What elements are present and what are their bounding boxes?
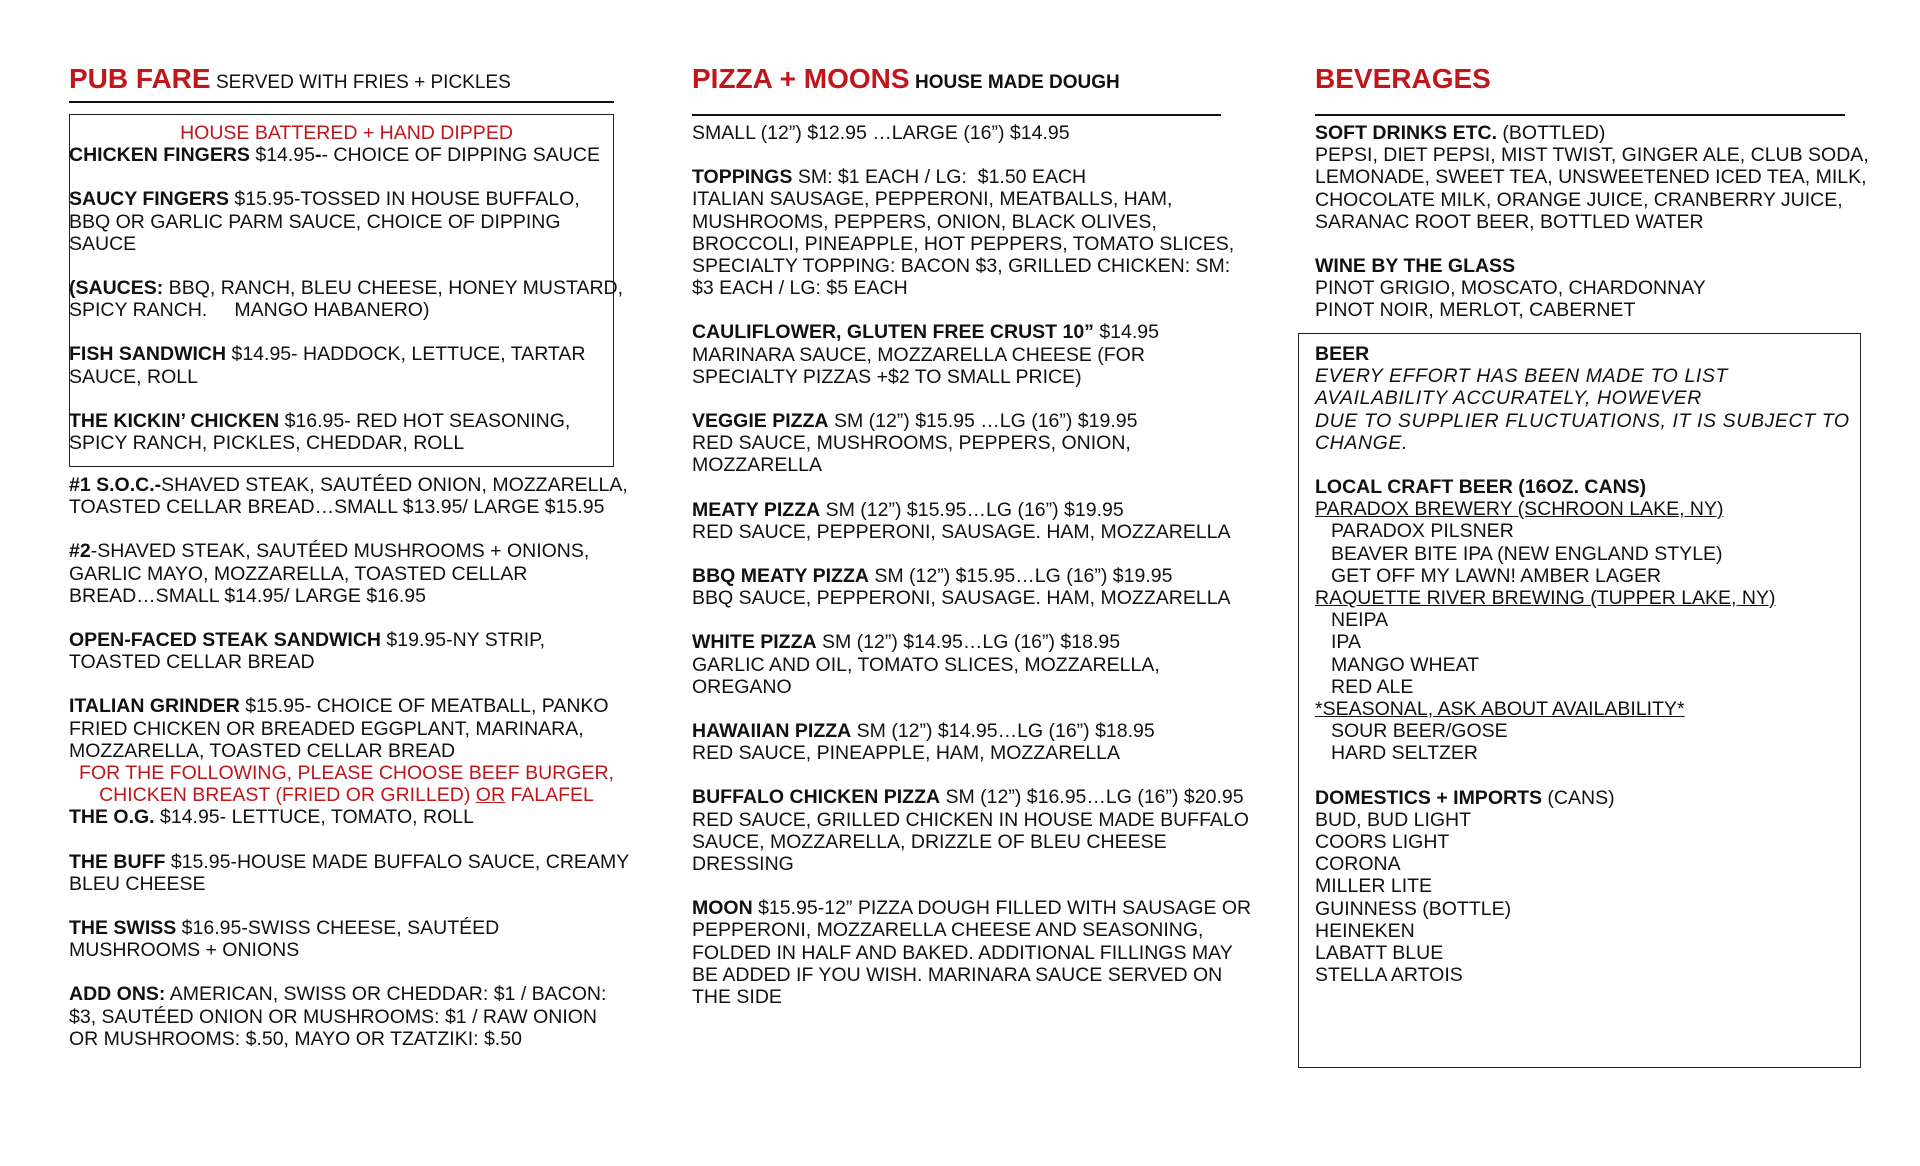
beer-item: GUINNESS (BOTTLE) (1315, 897, 1512, 920)
item-desc: AMERICAN, SWISS OR CHEDDAR: $1 / BACON: (165, 983, 607, 1006)
item-price: SM (12”) $14.95…LG (16”) $18.95 (851, 720, 1155, 743)
item-desc: $19.95-NY STRIP, (381, 629, 546, 652)
pub-fare-subtitle: SERVED WITH FRIES + PICKLES (216, 72, 511, 93)
item-desc: $14.95- LETTUCE, TOMATO, ROLL (154, 806, 474, 829)
menu-item-the-swiss (69, 917, 649, 939)
item-desc-line: $3 EACH / LG: $5 EACH (692, 277, 908, 300)
item-desc-line: SPICY RANCH, PICKLES, CHEDDAR, ROLL (69, 432, 465, 455)
beer-note: DUE TO SUPPLIER FLUCTUATIONS, IT IS SUBJECT TO (1315, 409, 1850, 432)
item-name: THE SWISS (69, 917, 177, 940)
item-desc: $14.95- HADDOCK, LETTUCE, TARTAR (226, 343, 586, 366)
item-desc-line: OR MUSHROOMS: $.50, MAYO OR TZATZIKI: $.50 (69, 1027, 522, 1050)
menu-item-moon (692, 897, 1272, 919)
item-name: TOPPINGS (692, 166, 793, 189)
domestics-imports-heading: DOMESTICS + IMPORTS (CANS) (1315, 786, 1615, 809)
menu-item-italian-grinder (69, 695, 649, 717)
sauces-line: BBQ, RANCH, BLEU CHEESE, HONEY MUSTARD, (163, 277, 624, 300)
item-desc-line: RED SAUCE, MUSHROOMS, PEPPERS, ONION, (692, 432, 1131, 455)
item-desc-line: BBQ OR GARLIC PARM SAUCE, CHOICE OF DIPPING (69, 210, 561, 233)
beer-item: NEIPA (1331, 609, 1389, 632)
item-desc: $15.95- CHOICE OF MEATBALL, PANKO (239, 695, 609, 718)
item-desc-line: BE ADDED IF YOU WISH. MARINARA SAUCE SERVED ON (692, 963, 1223, 986)
item-desc-line: BLEU CHEESE (69, 872, 206, 895)
soft-drinks (1315, 122, 1905, 144)
choose-protein-note-2: CHICKEN BREAST (FRIED OR GRILLED) OR FALAFEL (99, 784, 594, 807)
item-desc: $16.95- RED HOT SEASONING, (279, 409, 571, 432)
item-desc-line: OREGANO (692, 675, 792, 698)
item-name: ITALIAN GRINDER (69, 695, 240, 718)
item-price: SM: $1 EACH / LG: $1.50 EACH (792, 166, 1087, 189)
item-desc-line: MUSHROOMS, PEPPERS, ONION, BLACK OLIVES, (692, 210, 1157, 233)
menu-item-the-og (69, 806, 649, 828)
wine-by-the-glass (1315, 255, 1905, 277)
beer-item: IPA (1331, 631, 1361, 654)
menu-item-fish-sandwich (69, 343, 629, 365)
item-name: MOON (692, 897, 753, 920)
beer-item: HEINEKEN (1315, 919, 1415, 942)
beverages-heading (1315, 63, 1491, 94)
item-desc-line: PEPPERONI, MOZZARELLA CHEESE AND SEASONING, (692, 919, 1204, 942)
item-desc-line: RED SAUCE, GRILLED CHICKEN IN HOUSE MADE BUFFALO (692, 808, 1249, 831)
menu-item-bbq-meaty-pizza (692, 565, 1272, 587)
add-ons (69, 983, 649, 1005)
item-name: BUFFALO CHICKEN PIZZA (692, 786, 941, 809)
beer-item: LABATT BLUE (1315, 942, 1444, 965)
menu-item-hawaiian-pizza (692, 720, 1272, 742)
pub-fare-title: PUB FARE (69, 63, 211, 94)
menu-item-white-pizza (692, 631, 1272, 653)
pizza-sizes: SMALL (12”) $12.95 …LARGE (16”) $14.95 (692, 122, 1070, 144)
item-desc: $15.95-HOUSE MADE BUFFALO SAUCE, CREAMY (165, 850, 630, 873)
item-desc-line: PEPSI, DIET PEPSI, MIST TWIST, GINGER ALE, CLUB SODA, (1315, 144, 1869, 167)
item-desc-line: TOASTED CELLAR BREAD (69, 651, 315, 674)
item-name: OPEN-FACED STEAK SANDWICH (69, 629, 382, 652)
beer-item: CORONA (1315, 853, 1401, 876)
item-desc: SHAVED STEAK, SAUTÉED ONION, MOZZARELLA, (161, 474, 628, 496)
beer-item: GET OFF MY LAWN! AMBER LAGER (1331, 564, 1662, 587)
item-desc-line: GARLIC AND OIL, TOMATO SLICES, MOZZARELLA, (692, 653, 1160, 676)
menu-item-saucy-fingers (69, 188, 629, 210)
menu-item-meaty-pizza (692, 499, 1272, 521)
item-name: CAULIFLOWER, GLUTEN FREE CRUST 10” (692, 321, 1094, 344)
battered-note: HOUSE BATTERED + HAND DIPPED (180, 122, 513, 144)
pizza-heading (692, 63, 1120, 94)
pizza-rule (692, 114, 1221, 116)
local-craft-beer-heading: LOCAL CRAFT BEER (16OZ. CANS) (1315, 476, 1647, 499)
beer-item: PARADOX PILSNER (1331, 520, 1514, 543)
item-name: WHITE PIZZA (692, 631, 817, 654)
beverages-rule (1315, 114, 1845, 116)
seasonal-heading: *SEASONAL, ASK ABOUT AVAILABILITY* (1315, 698, 1685, 721)
pub-fare-items (69, 474, 649, 1050)
item-name: THE BUFF (69, 850, 166, 873)
toppings (692, 166, 1272, 188)
item-desc-line: RED SAUCE, PEPPERONI, SAUSAGE. HAM, MOZZARELLA (692, 520, 1231, 543)
item-desc-line: ITALIAN SAUSAGE, PEPPERONI, MEATBALLS, HAM, (692, 188, 1173, 211)
item-price: SM (12”) $15.95…LG (16”) $19.95 (868, 565, 1173, 588)
pub-fare-rule (69, 101, 614, 103)
item-name: #1 S.O.C.- (69, 474, 162, 496)
pub-fare-heading (69, 63, 511, 94)
item-desc-line: SPECIALTY TOPPING: BACON $3, GRILLED CHICKEN: SM: (692, 255, 1231, 278)
item-name: THE KICKIN’ CHICKEN (69, 409, 280, 432)
menu-item-veggie-pizza (692, 410, 1272, 432)
beer-item: MANGO WHEAT (1331, 653, 1480, 676)
item-price: SM (12”) $15.95 …LG (16”) $19.95 (828, 410, 1138, 433)
item-price: SM (12”) $15.95…LG (16”) $19.95 (820, 498, 1124, 521)
beer-item: HARD SELTZER (1331, 742, 1478, 765)
beer-note: EVERY EFFORT HAS BEEN MADE TO LIST (1315, 365, 1729, 388)
item-desc-line: MOZZARELLA, TOASTED CELLAR BREAD (69, 739, 456, 762)
item-desc-line: DRESSING (692, 853, 794, 876)
item-name: MEATY PIZZA (692, 498, 821, 521)
item-desc-line: MOZZARELLA (692, 454, 823, 477)
beer-list (1315, 343, 1860, 986)
item-name: ADD ONS: (69, 983, 166, 1006)
item-desc-line: PINOT NOIR, MERLOT, CABERNET (1315, 299, 1636, 322)
beer-item: BUD, BUD LIGHT (1315, 808, 1472, 831)
pizza-items (692, 122, 1272, 1008)
beverages-top (1315, 122, 1905, 322)
item-name: SAUCY FINGERS (69, 188, 229, 211)
beer-item: COORS LIGHT (1315, 831, 1450, 854)
item-desc-line: SAUCE, ROLL (69, 365, 198, 388)
item-name: FISH SANDWICH (69, 343, 227, 366)
item-desc-line: MARINARA SAUCE, MOZZARELLA CHEESE (FOR (692, 343, 1145, 366)
item-name: SOFT DRINKS ETC. (1315, 122, 1498, 144)
item-price: $14.95 (1093, 321, 1159, 344)
item-desc-line: SARANAC ROOT BEER, BOTTLED WATER (1315, 210, 1704, 233)
item-price: SM (12”) $16.95…LG (16”) $20.95 (940, 786, 1244, 809)
item-desc-line: TOASTED CELLAR BREAD…SMALL $13.95/ LARGE $15.95 (69, 496, 605, 519)
item-name: WINE BY THE GLASS (1315, 255, 1516, 278)
item-name: BBQ MEATY PIZZA (692, 565, 869, 588)
beverages-title: BEVERAGES (1315, 63, 1491, 94)
beer-item: MILLER LITE (1315, 875, 1433, 898)
sauces-label: (SAUCES: (69, 277, 164, 300)
brewery-paradox: PARADOX BREWERY (SCHROON LAKE, NY) (1315, 498, 1724, 521)
item-desc: $15.95-TOSSED IN HOUSE BUFFALO, (229, 188, 580, 211)
beer-note: AVAILABILITY ACCURATELY, HOWEVER (1315, 387, 1702, 410)
item-name: CHICKEN FINGERS (69, 144, 250, 167)
choose-protein-note: FOR THE FOLLOWING, PLEASE CHOOSE BEEF BURGER, (79, 762, 614, 785)
menu-item-cauliflower-crust (692, 321, 1272, 343)
beer-item: STELLA ARTOIS (1315, 964, 1463, 987)
item-desc-line: CHOCOLATE MILK, ORANGE JUICE, CRANBERRY JUICE, (1315, 188, 1843, 211)
item-desc-line: PINOT GRIGIO, MOSCATO, CHARDONNAY (1315, 277, 1706, 300)
item-desc-line: GARLIC MAYO, MOZZARELLA, TOASTED CELLAR (69, 562, 528, 585)
menu-item-chicken-fingers: CHICKEN FINGERS $14.95-- CHOICE OF DIPPING SAUCE (69, 144, 600, 167)
item-desc-line: BBQ SAUCE, PEPPERONI, SAUSAGE. HAM, MOZZARELLA (692, 587, 1231, 610)
item-name: THE O.G. (69, 806, 155, 829)
menu-item-soc-2 (69, 540, 649, 562)
beer-heading: BEER (1315, 343, 1370, 365)
item-desc-line: SAUCE (69, 232, 137, 255)
item-name: VEGGIE PIZZA (692, 410, 829, 433)
item-name: HAWAIIAN PIZZA (692, 720, 852, 743)
item-desc-line: $3, SAUTÉED ONION OR MUSHROOMS: $1 / RAW ONION (69, 1005, 598, 1028)
item-desc-line: LEMONADE, SWEET TEA, UNSWEETENED ICED TEA, MILK, (1315, 166, 1867, 189)
item-desc-line: SPECIALTY PIZZAS +$2 TO SMALL PRICE) (692, 365, 1082, 388)
beer-item: BEAVER BITE IPA (NEW ENGLAND STYLE) (1331, 542, 1723, 565)
item-desc-line: BREAD…SMALL $14.95/ LARGE $16.95 (69, 584, 426, 607)
pizza-subtitle: HOUSE MADE DOUGH (914, 72, 1120, 93)
beer-item: SOUR BEER/GOSE (1331, 720, 1508, 743)
menu-item-soc-1 (69, 474, 649, 496)
sauces-list (69, 277, 629, 299)
item-desc: $16.95-SWISS CHEESE, SAUTÉED (176, 917, 500, 940)
item-desc-line: RED SAUCE, PINEAPPLE, HAM, MOZZARELLA (692, 742, 1121, 765)
menu-item-open-faced-steak (69, 629, 649, 651)
item-desc-line: FOLDED IN HALF AND BAKED. ADDITIONAL FILLINGS MAY (692, 941, 1233, 964)
item-desc-line: SAUCE, MOZZARELLA, DRIZZLE OF BLEU CHEESE (692, 830, 1167, 853)
pub-fare-boxed-items (69, 122, 629, 454)
item-desc-line: THE SIDE (692, 986, 782, 1009)
brewery-raquette: RAQUETTE RIVER BREWING (TUPPER LAKE, NY) (1315, 587, 1776, 610)
item-desc-line: FRIED CHICKEN OR BREADED EGGPLANT, MARINARA, (69, 717, 584, 740)
item-desc: $15.95-12” PIZZA DOUGH FILLED WITH SAUSAGE OR (752, 897, 1252, 920)
item-name: #2 (69, 540, 91, 563)
menu-item-the-buff (69, 851, 649, 873)
menu-item-buffalo-chicken-pizza (692, 786, 1272, 808)
item-desc-line: MUSHROOMS + ONIONS (69, 939, 300, 962)
item-price: SM (12”) $14.95…LG (16”) $18.95 (816, 631, 1121, 654)
beer-item: RED ALE (1331, 675, 1414, 698)
beer-note: CHANGE. (1315, 431, 1409, 454)
item-desc-line: BROCCOLI, PINEAPPLE, HOT PEPPERS, TOMATO SLICES, (692, 232, 1235, 255)
item-note: (BOTTLED) (1497, 122, 1606, 144)
item-desc: - CHOICE OF DIPPING SAUCE (321, 144, 600, 167)
item-price: $14.95 (249, 144, 315, 167)
menu-item-kickin-chicken (69, 410, 629, 432)
sauces-line: SPICY RANCH. MANGO HABANERO) (69, 299, 430, 322)
pizza-title: PIZZA + MOONS (692, 63, 910, 94)
item-desc: -SHAVED STEAK, SAUTÉED MUSHROOMS + ONIONS, (90, 540, 590, 563)
